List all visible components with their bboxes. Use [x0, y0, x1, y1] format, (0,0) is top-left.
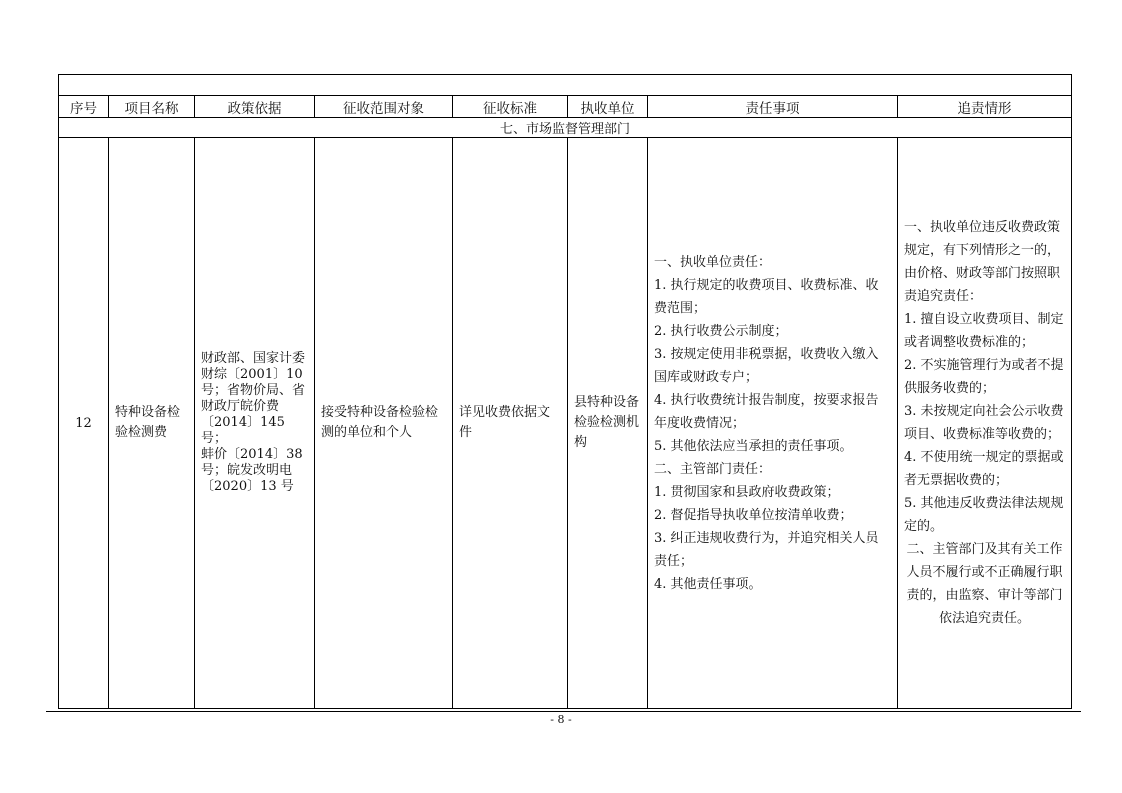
responsibility-line: 二、主管部门责任： [654, 461, 772, 477]
accountability-line: 3. 未按规定向社会公示收费项目、收费标准等收费的； [904, 404, 1064, 442]
accountability-line: 1. 擅自设立收费项目、制定或者调整收费标准的； [904, 312, 1064, 350]
header-accountability: 追责情形 [898, 96, 1072, 118]
cell-standard: 详见收费依据文件 [453, 138, 568, 709]
header-collector: 执收单位 [568, 96, 648, 118]
header-seq: 序号 [59, 96, 109, 118]
accountability-line: 一、执收单位违反收费政策规定，有下列情形之一的，由价格、财政等部门按照职责追究责任： [904, 220, 1061, 304]
policy-line: 财政厅皖价费 [201, 399, 280, 414]
page-number: - 8 - [550, 713, 572, 726]
responsibility-line: 4. 其他责任事项。 [654, 576, 762, 592]
header-project-name: 项目名称 [109, 96, 195, 118]
responsibility-line: 4. 执行收费统计报告制度，按要求报告年度收费情况； [654, 392, 879, 431]
accountability-line: 4. 不使用统一规定的票据或者无票据收费的； [904, 450, 1064, 488]
table-row [59, 138, 1072, 709]
policy-line: 财政部、国家计委 [201, 351, 306, 366]
header-standard: 征收标准 [453, 96, 568, 118]
table-header-row [59, 96, 1072, 118]
accountability-line: 5. 其他违反收费法律法规规定的。 [904, 496, 1064, 534]
blank-top-row [59, 75, 1072, 96]
policy-line: 蚌价〔2014〕38 [201, 447, 303, 462]
cell-collector: 县特种设备检验检测机构 [568, 138, 648, 709]
cell-accountability [898, 138, 1072, 709]
fee-responsibility-table [58, 74, 1072, 709]
blank-cell [59, 75, 1072, 96]
policy-line: 〔2020〕13 号 [201, 479, 294, 494]
responsibility-line: 2. 执行收费公示制度； [654, 323, 788, 339]
cell-scope: 接受特种设备检验检测的单位和个人 [315, 138, 453, 709]
policy-line: 号；省物价局、省 [201, 383, 306, 398]
responsibility-line: 1. 贯彻国家和县政府收费政策； [654, 484, 840, 500]
responsibility-line: 一、执收单位责任： [654, 254, 772, 270]
responsibility-line: 2. 督促指导执收单位按清单收费； [654, 507, 853, 523]
responsibility-line: 3. 纠正违规收费行为，并追究相关人员责任； [654, 530, 879, 569]
responsibility-line: 5. 其他依法应当承担的责任事项。 [654, 438, 853, 454]
header-policy-basis: 政策依据 [195, 96, 315, 118]
header-scope: 征收范围对象 [315, 96, 453, 118]
policy-line: 财综〔2001〕10 [201, 367, 303, 382]
section-row [59, 118, 1072, 138]
cell-seq: 12 [59, 138, 109, 709]
cell-project-name: 特种设备检验检测费 [109, 138, 195, 709]
accountability-line: 二、主管部门及其有关工作人员不履行或不正确履行职责的，由监察、审计等部门依法追究责任。 [906, 542, 1063, 626]
accountability-line: 2. 不实施管理行为或者不提供服务收费的； [904, 358, 1064, 396]
responsibility-line: 1. 执行规定的收费项目、收费标准、收费范围； [654, 277, 879, 316]
responsibility-line: 3. 按规定使用非税票据，收费收入缴入国库或财政专户； [654, 346, 879, 385]
section-title: 七、市场监督管理部门 [59, 118, 1072, 138]
policy-line: 〔2014〕145 号； [201, 415, 285, 446]
header-responsibilities: 责任事项 [648, 96, 898, 118]
cell-responsibilities [648, 138, 898, 709]
cell-policy-basis [195, 138, 315, 709]
footer-rule [46, 711, 1081, 712]
policy-line: 号；皖发改明电 [201, 463, 293, 478]
